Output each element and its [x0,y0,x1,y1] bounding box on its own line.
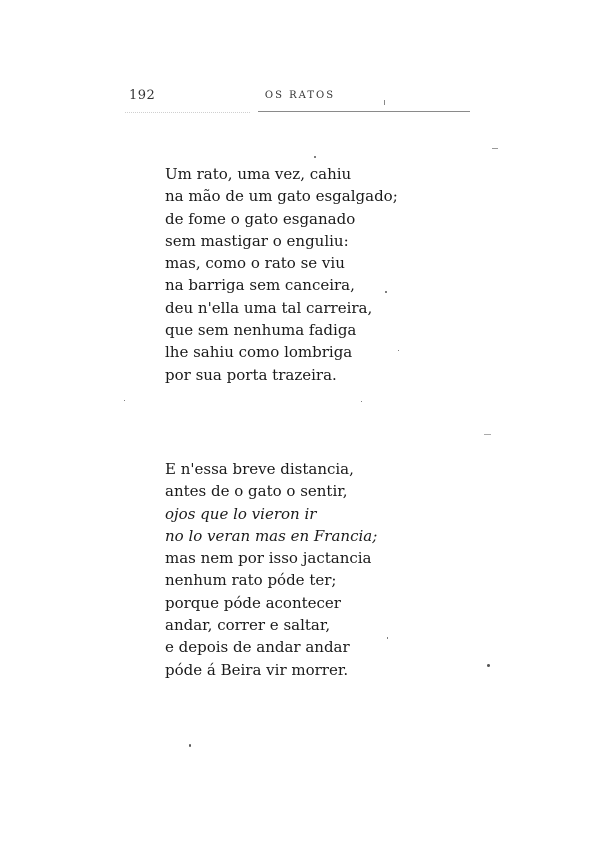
verse-line: mas, como o rato se viu [165,254,345,273]
verse-line: nenhum rato póde ter; [165,571,337,590]
verse-line: sem mastigar o enguliu: [165,231,349,250]
verse-line: andar, correr e saltar, [165,616,331,635]
print-speck [314,156,316,158]
verse-line: antes de o gato o sentir, [165,482,348,501]
verse-line: e depois de andar andar [165,638,350,657]
print-speck [484,434,491,435]
stanza-1 [165,163,398,386]
header-rule [258,111,470,112]
verse-line: de fome o gato esganado [165,209,356,228]
page-number: 192 [129,88,156,103]
verse-line: lhe sahiu como lombriga [165,343,353,362]
verse-line: por sua porta trazeira. [165,365,337,384]
print-speck [387,637,388,639]
stanza-2 [165,458,377,681]
print-speck [487,664,490,667]
print-speck [189,744,191,747]
running-title: OS RATOS [264,90,336,101]
print-speck [124,400,125,401]
verse-line: na mão de um gato esgalgado; [165,187,398,206]
verse-line: deu n'ella uma tal carreira, [165,298,373,317]
verse-line: mas nem por isso jactancia [165,549,372,568]
verse-line: póde á Beira vir morrer. [165,660,349,679]
verse-line: Um rato, uma vez, cahiu [165,165,352,183]
verse-line: porque póde acontecer [165,593,341,612]
verse-line: no lo veran mas en Francia; [165,526,378,545]
print-speck [385,291,387,293]
verse-line: na barriga sem canceira, [165,276,355,295]
verse-line: que sem nenhuma fadiga [165,321,357,340]
header-rule-dotted [125,112,250,113]
verse-line: ojos que lo vieron ir [165,504,317,523]
verse-line: E n'essa breve distancia, [165,460,354,478]
print-speck [492,148,498,149]
print-speck [398,350,399,351]
print-speck [384,100,385,105]
print-speck [361,401,362,402]
